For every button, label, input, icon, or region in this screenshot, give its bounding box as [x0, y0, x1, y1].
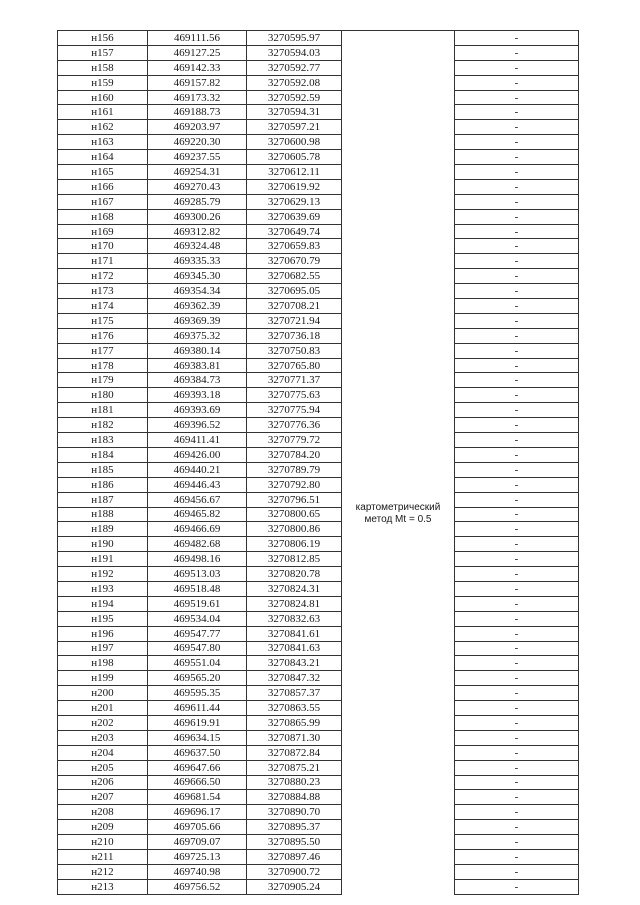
- y-coordinate-cell: 3270784.20: [247, 447, 342, 462]
- point-id-cell: н185: [58, 462, 148, 477]
- point-id-cell: н199: [58, 671, 148, 686]
- x-coordinate-cell: 469465.82: [148, 507, 247, 522]
- y-coordinate-cell: 3270872.84: [247, 745, 342, 760]
- point-id-cell: н168: [58, 209, 148, 224]
- table-row: [58, 477, 579, 492]
- table-row: [58, 701, 579, 716]
- accuracy-cell: -: [455, 209, 579, 224]
- point-id-cell: н190: [58, 537, 148, 552]
- table-row: [58, 790, 579, 805]
- point-id-cell: н174: [58, 299, 148, 314]
- y-coordinate-cell: 3270824.31: [247, 581, 342, 596]
- y-coordinate-cell: 3270708.21: [247, 299, 342, 314]
- accuracy-cell: -: [455, 864, 579, 879]
- point-id-cell: н195: [58, 611, 148, 626]
- accuracy-cell: -: [455, 254, 579, 269]
- table-row: [58, 656, 579, 671]
- accuracy-cell: -: [455, 507, 579, 522]
- x-coordinate-cell: 469681.54: [148, 790, 247, 805]
- table-row: [58, 671, 579, 686]
- x-coordinate-cell: 469375.32: [148, 328, 247, 343]
- y-coordinate-cell: 3270629.13: [247, 194, 342, 209]
- y-coordinate-cell: 3270863.55: [247, 701, 342, 716]
- point-id-cell: н192: [58, 567, 148, 582]
- method-cell: [342, 135, 455, 894]
- y-coordinate-cell: 3270649.74: [247, 224, 342, 239]
- x-coordinate-cell: 469285.79: [148, 194, 247, 209]
- point-id-cell: н208: [58, 805, 148, 820]
- y-coordinate-cell: 3270875.21: [247, 760, 342, 775]
- table-row: [58, 611, 579, 626]
- y-coordinate-cell: 3270592.77: [247, 60, 342, 75]
- table-row: [58, 447, 579, 462]
- accuracy-cell: -: [455, 284, 579, 299]
- y-coordinate-cell: 3270750.83: [247, 343, 342, 358]
- accuracy-cell: -: [455, 671, 579, 686]
- y-coordinate-cell: 3270619.92: [247, 179, 342, 194]
- accuracy-cell: -: [455, 805, 579, 820]
- accuracy-cell: -: [455, 701, 579, 716]
- point-id-cell: н193: [58, 581, 148, 596]
- y-coordinate-cell: 3270670.79: [247, 254, 342, 269]
- accuracy-cell: -: [455, 522, 579, 537]
- accuracy-cell: -: [455, 433, 579, 448]
- x-coordinate-cell: 469611.44: [148, 701, 247, 716]
- y-coordinate-cell: 3270600.98: [247, 135, 342, 150]
- coordinates-table-body: [58, 31, 579, 895]
- y-coordinate-cell: 3270890.70: [247, 805, 342, 820]
- accuracy-cell: -: [455, 611, 579, 626]
- table-row: [58, 492, 579, 507]
- point-id-cell: н201: [58, 701, 148, 716]
- y-coordinate-cell: 3270594.03: [247, 45, 342, 60]
- point-id-cell: н169: [58, 224, 148, 239]
- table-row: [58, 835, 579, 850]
- table-row: [58, 745, 579, 760]
- accuracy-cell: -: [455, 492, 579, 507]
- x-coordinate-cell: 469188.73: [148, 105, 247, 120]
- y-coordinate-cell: 3270721.94: [247, 313, 342, 328]
- accuracy-cell: -: [455, 150, 579, 165]
- point-id-cell: н171: [58, 254, 148, 269]
- point-id-cell: н210: [58, 835, 148, 850]
- table-row: [58, 760, 579, 775]
- accuracy-cell: -: [455, 120, 579, 135]
- accuracy-cell: -: [455, 343, 579, 358]
- x-coordinate-cell: 469547.77: [148, 626, 247, 641]
- point-id-cell: н197: [58, 641, 148, 656]
- point-id-cell: н198: [58, 656, 148, 671]
- accuracy-cell: -: [455, 403, 579, 418]
- y-coordinate-cell: 3270765.80: [247, 358, 342, 373]
- point-id-cell: н178: [58, 358, 148, 373]
- x-coordinate-cell: 469354.34: [148, 284, 247, 299]
- table-row: [58, 596, 579, 611]
- x-coordinate-cell: 469446.43: [148, 477, 247, 492]
- x-coordinate-cell: 469127.25: [148, 45, 247, 60]
- point-id-cell: н176: [58, 328, 148, 343]
- table-row: [58, 775, 579, 790]
- point-id-cell: н182: [58, 418, 148, 433]
- x-coordinate-cell: 469393.18: [148, 388, 247, 403]
- point-id-cell: н183: [58, 433, 148, 448]
- coordinates-table: [57, 30, 579, 895]
- y-coordinate-cell: 3270857.37: [247, 686, 342, 701]
- accuracy-cell: -: [455, 552, 579, 567]
- y-coordinate-cell: 3270736.18: [247, 328, 342, 343]
- accuracy-cell: -: [455, 45, 579, 60]
- point-id-cell: н212: [58, 864, 148, 879]
- point-id-cell: н200: [58, 686, 148, 701]
- x-coordinate-cell: 469157.82: [148, 75, 247, 90]
- x-coordinate-cell: 469173.32: [148, 90, 247, 105]
- x-coordinate-cell: 469440.21: [148, 462, 247, 477]
- accuracy-cell: -: [455, 90, 579, 105]
- y-coordinate-cell: 3270779.72: [247, 433, 342, 448]
- accuracy-cell: -: [455, 299, 579, 314]
- x-coordinate-cell: 469335.33: [148, 254, 247, 269]
- y-coordinate-cell: 3270895.37: [247, 820, 342, 835]
- x-coordinate-cell: 469637.50: [148, 745, 247, 760]
- table-row: [58, 209, 579, 224]
- point-id-cell: н207: [58, 790, 148, 805]
- table-row: [58, 343, 579, 358]
- table-row: [58, 194, 579, 209]
- x-coordinate-cell: 469345.30: [148, 269, 247, 284]
- y-coordinate-cell: 3270800.86: [247, 522, 342, 537]
- x-coordinate-cell: 469725.13: [148, 849, 247, 864]
- x-coordinate-cell: 469270.43: [148, 179, 247, 194]
- x-coordinate-cell: 469666.50: [148, 775, 247, 790]
- accuracy-cell: -: [455, 477, 579, 492]
- accuracy-cell: -: [455, 179, 579, 194]
- y-coordinate-cell: 3270612.11: [247, 165, 342, 180]
- accuracy-cell: -: [455, 388, 579, 403]
- table-row: [58, 60, 579, 75]
- table-row: [58, 537, 579, 552]
- table-row: [58, 284, 579, 299]
- point-id-cell: н175: [58, 313, 148, 328]
- table-row: [58, 522, 579, 537]
- x-coordinate-cell: 469551.04: [148, 656, 247, 671]
- point-id-cell: н173: [58, 284, 148, 299]
- y-coordinate-cell: 3270771.37: [247, 373, 342, 388]
- y-coordinate-cell: 3270792.80: [247, 477, 342, 492]
- x-coordinate-cell: 469534.04: [148, 611, 247, 626]
- accuracy-cell: -: [455, 775, 579, 790]
- y-coordinate-cell: 3270897.46: [247, 849, 342, 864]
- x-coordinate-cell: 469380.14: [148, 343, 247, 358]
- point-id-cell: н172: [58, 269, 148, 284]
- accuracy-cell: -: [455, 686, 579, 701]
- y-coordinate-cell: 3270820.78: [247, 567, 342, 582]
- x-coordinate-cell: 469595.35: [148, 686, 247, 701]
- point-id-cell: н189: [58, 522, 148, 537]
- table-row: [58, 864, 579, 879]
- point-id-cell: н166: [58, 179, 148, 194]
- point-id-cell: н159: [58, 75, 148, 90]
- x-coordinate-cell: 469254.31: [148, 165, 247, 180]
- accuracy-cell: -: [455, 165, 579, 180]
- point-id-cell: н164: [58, 150, 148, 165]
- accuracy-cell: -: [455, 269, 579, 284]
- point-id-cell: н204: [58, 745, 148, 760]
- y-coordinate-cell: 3270880.23: [247, 775, 342, 790]
- point-id-cell: н203: [58, 730, 148, 745]
- point-id-cell: н196: [58, 626, 148, 641]
- table-row: [58, 165, 579, 180]
- table-row: [58, 820, 579, 835]
- table-row: [58, 552, 579, 567]
- y-coordinate-cell: 3270884.88: [247, 790, 342, 805]
- accuracy-cell: -: [455, 581, 579, 596]
- accuracy-cell: -: [455, 745, 579, 760]
- y-coordinate-cell: 3270843.21: [247, 656, 342, 671]
- x-coordinate-cell: 469111.56: [148, 31, 247, 46]
- accuracy-cell: -: [455, 462, 579, 477]
- table-row: [58, 269, 579, 284]
- x-coordinate-cell: 469411.41: [148, 433, 247, 448]
- x-coordinate-cell: 469513.03: [148, 567, 247, 582]
- table-row: [58, 299, 579, 314]
- accuracy-cell: -: [455, 835, 579, 850]
- x-coordinate-cell: 469740.98: [148, 864, 247, 879]
- point-id-cell: н181: [58, 403, 148, 418]
- y-coordinate-cell: 3270775.63: [247, 388, 342, 403]
- point-id-cell: н161: [58, 105, 148, 120]
- point-id-cell: н163: [58, 135, 148, 150]
- table-row: [58, 90, 579, 105]
- y-coordinate-cell: 3270776.36: [247, 418, 342, 433]
- x-coordinate-cell: 469705.66: [148, 820, 247, 835]
- accuracy-cell: -: [455, 60, 579, 75]
- point-id-cell: н186: [58, 477, 148, 492]
- table-row: [58, 418, 579, 433]
- accuracy-cell: -: [455, 626, 579, 641]
- y-coordinate-cell: 3270895.50: [247, 835, 342, 850]
- point-id-cell: н162: [58, 120, 148, 135]
- table-row: [58, 403, 579, 418]
- method-text-line1: картометрический: [355, 502, 441, 514]
- point-id-cell: н179: [58, 373, 148, 388]
- method-cell-top: [342, 31, 455, 135]
- accuracy-cell: -: [455, 105, 579, 120]
- x-coordinate-cell: 469312.82: [148, 224, 247, 239]
- table-row: [58, 462, 579, 477]
- x-coordinate-cell: 469362.39: [148, 299, 247, 314]
- table-row: [58, 224, 579, 239]
- x-coordinate-cell: 469383.81: [148, 358, 247, 373]
- y-coordinate-cell: 3270832.63: [247, 611, 342, 626]
- accuracy-cell: -: [455, 790, 579, 805]
- table-row: [58, 730, 579, 745]
- table-row: [58, 254, 579, 269]
- x-coordinate-cell: 469498.16: [148, 552, 247, 567]
- table-row: [58, 239, 579, 254]
- x-coordinate-cell: 469369.39: [148, 313, 247, 328]
- accuracy-cell: -: [455, 75, 579, 90]
- y-coordinate-cell: 3270595.97: [247, 31, 342, 46]
- table-row: [58, 31, 579, 46]
- table-row: [58, 641, 579, 656]
- point-id-cell: н213: [58, 879, 148, 894]
- table-row: [58, 179, 579, 194]
- table-row: [58, 715, 579, 730]
- point-id-cell: н180: [58, 388, 148, 403]
- y-coordinate-cell: 3270812.85: [247, 552, 342, 567]
- x-coordinate-cell: 469756.52: [148, 879, 247, 894]
- table-row: [58, 313, 579, 328]
- y-coordinate-cell: 3270905.24: [247, 879, 342, 894]
- y-coordinate-cell: 3270695.05: [247, 284, 342, 299]
- table-row: [58, 626, 579, 641]
- table-row: [58, 45, 579, 60]
- x-coordinate-cell: 469547.80: [148, 641, 247, 656]
- point-id-cell: н165: [58, 165, 148, 180]
- table-row: [58, 75, 579, 90]
- x-coordinate-cell: 469619.91: [148, 715, 247, 730]
- x-coordinate-cell: 469519.61: [148, 596, 247, 611]
- point-id-cell: н202: [58, 715, 148, 730]
- point-id-cell: н158: [58, 60, 148, 75]
- point-id-cell: н206: [58, 775, 148, 790]
- x-coordinate-cell: 469696.17: [148, 805, 247, 820]
- accuracy-cell: -: [455, 567, 579, 582]
- y-coordinate-cell: 3270824.81: [247, 596, 342, 611]
- y-coordinate-cell: 3270594.31: [247, 105, 342, 120]
- y-coordinate-cell: 3270605.78: [247, 150, 342, 165]
- x-coordinate-cell: 469393.69: [148, 403, 247, 418]
- x-coordinate-cell: 469203.97: [148, 120, 247, 135]
- y-coordinate-cell: 3270806.19: [247, 537, 342, 552]
- point-id-cell: н194: [58, 596, 148, 611]
- table-row: [58, 507, 579, 522]
- y-coordinate-cell: 3270796.51: [247, 492, 342, 507]
- accuracy-cell: -: [455, 730, 579, 745]
- y-coordinate-cell: 3270682.55: [247, 269, 342, 284]
- y-coordinate-cell: 3270871.30: [247, 730, 342, 745]
- x-coordinate-cell: 469324.48: [148, 239, 247, 254]
- point-id-cell: н187: [58, 492, 148, 507]
- point-id-cell: н205: [58, 760, 148, 775]
- table-row: [58, 849, 579, 864]
- y-coordinate-cell: 3270800.65: [247, 507, 342, 522]
- point-id-cell: н211: [58, 849, 148, 864]
- point-id-cell: н184: [58, 447, 148, 462]
- y-coordinate-cell: 3270775.94: [247, 403, 342, 418]
- accuracy-cell: -: [455, 760, 579, 775]
- point-id-cell: н160: [58, 90, 148, 105]
- point-id-cell: н191: [58, 552, 148, 567]
- table-row: [58, 388, 579, 403]
- table-row: [58, 567, 579, 582]
- x-coordinate-cell: 469482.68: [148, 537, 247, 552]
- x-coordinate-cell: 469466.69: [148, 522, 247, 537]
- x-coordinate-cell: 469384.73: [148, 373, 247, 388]
- x-coordinate-cell: 469237.55: [148, 150, 247, 165]
- point-id-cell: н157: [58, 45, 148, 60]
- accuracy-cell: -: [455, 537, 579, 552]
- accuracy-cell: -: [455, 358, 579, 373]
- accuracy-cell: -: [455, 879, 579, 894]
- table-row: [58, 120, 579, 135]
- y-coordinate-cell: 3270841.61: [247, 626, 342, 641]
- y-coordinate-cell: 3270592.08: [247, 75, 342, 90]
- accuracy-cell: -: [455, 820, 579, 835]
- table-row: [58, 358, 579, 373]
- y-coordinate-cell: 3270841.63: [247, 641, 342, 656]
- x-coordinate-cell: 469709.07: [148, 835, 247, 850]
- accuracy-cell: -: [455, 849, 579, 864]
- x-coordinate-cell: 469142.33: [148, 60, 247, 75]
- x-coordinate-cell: 469300.26: [148, 209, 247, 224]
- accuracy-cell: -: [455, 135, 579, 150]
- table-row: [58, 105, 579, 120]
- y-coordinate-cell: 3270659.83: [247, 239, 342, 254]
- y-coordinate-cell: 3270592.59: [247, 90, 342, 105]
- accuracy-cell: -: [455, 641, 579, 656]
- x-coordinate-cell: 469647.66: [148, 760, 247, 775]
- accuracy-cell: -: [455, 596, 579, 611]
- table-row: [58, 373, 579, 388]
- y-coordinate-cell: 3270847.32: [247, 671, 342, 686]
- accuracy-cell: -: [455, 715, 579, 730]
- x-coordinate-cell: 469518.48: [148, 581, 247, 596]
- table-row: [58, 686, 579, 701]
- table-row: [58, 433, 579, 448]
- point-id-cell: н209: [58, 820, 148, 835]
- accuracy-cell: -: [455, 194, 579, 209]
- y-coordinate-cell: 3270900.72: [247, 864, 342, 879]
- x-coordinate-cell: 469426.00: [148, 447, 247, 462]
- point-id-cell: н170: [58, 239, 148, 254]
- accuracy-cell: -: [455, 224, 579, 239]
- accuracy-cell: -: [455, 31, 579, 46]
- y-coordinate-cell: 3270865.99: [247, 715, 342, 730]
- method-text-line2: метод Mt = 0.5: [364, 514, 432, 526]
- accuracy-cell: -: [455, 656, 579, 671]
- table-row: [58, 805, 579, 820]
- accuracy-cell: -: [455, 373, 579, 388]
- point-id-cell: н156: [58, 31, 148, 46]
- x-coordinate-cell: 469396.52: [148, 418, 247, 433]
- accuracy-cell: -: [455, 418, 579, 433]
- x-coordinate-cell: 469565.20: [148, 671, 247, 686]
- accuracy-cell: -: [455, 328, 579, 343]
- point-id-cell: н167: [58, 194, 148, 209]
- y-coordinate-cell: 3270789.79: [247, 462, 342, 477]
- accuracy-cell: -: [455, 239, 579, 254]
- x-coordinate-cell: 469634.15: [148, 730, 247, 745]
- point-id-cell: н188: [58, 507, 148, 522]
- accuracy-cell: -: [455, 447, 579, 462]
- table-row: [58, 581, 579, 596]
- table-row: [58, 150, 579, 165]
- x-coordinate-cell: 469220.30: [148, 135, 247, 150]
- table-row: [58, 328, 579, 343]
- table-row: [58, 135, 579, 150]
- table-row: [58, 879, 579, 894]
- point-id-cell: н177: [58, 343, 148, 358]
- y-coordinate-cell: 3270597.21: [247, 120, 342, 135]
- y-coordinate-cell: 3270639.69: [247, 209, 342, 224]
- accuracy-cell: -: [455, 313, 579, 328]
- x-coordinate-cell: 469456.67: [148, 492, 247, 507]
